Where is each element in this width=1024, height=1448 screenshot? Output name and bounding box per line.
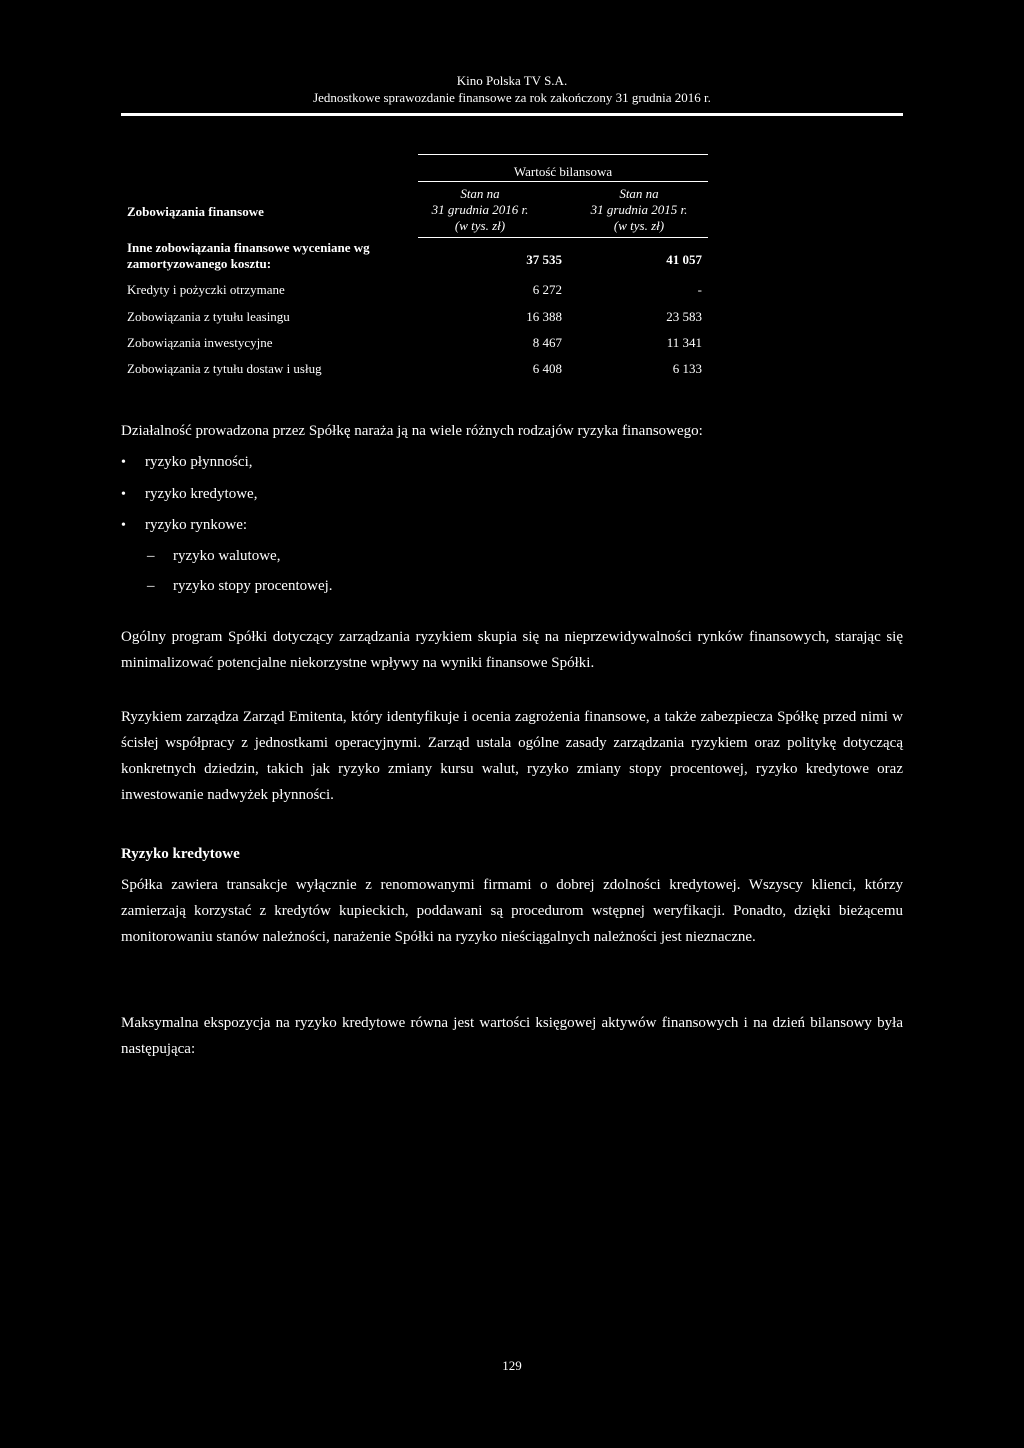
- subtotal-label: Inne zobowiązania finansowe wyceniane wg zamortyzowanego kosztu:: [127, 240, 370, 271]
- list-item: • ryzyko rynkowe:: [121, 515, 247, 536]
- table-main-label: Zobowiązania finansowe: [127, 204, 264, 219]
- table-row-label: Zobowiązania z tytułu dostaw i usług: [127, 361, 322, 376]
- header-divider: [121, 113, 903, 116]
- table-row-label: Kredyty i pożyczki otrzymane: [127, 282, 285, 297]
- table-row-value-2016: 6 408: [532, 361, 562, 376]
- paragraph-credit-risk: Spółka zawiera transakcje wyłącznie z renomowanymi firmami o dobrej zdolności kredytowej. Wszyscy klienci, którzy zamierzają korzystać z kredytów kupieckich, poddawani są procedurom wstępnej weryfikacji. Ponadto, dzięki bieżącemu monitorowaniu stanów należności, narażenie Spółki na ryzyko nieściągalnych należności jest nieznaczne.: [121, 877, 903, 945]
- page-number: 129: [502, 1358, 522, 1373]
- company-name: Kino Polska TV S.A.: [456, 73, 568, 88]
- subtotal-2016: 37 535: [526, 252, 562, 267]
- table-row-label: Zobowiązania inwestycyjne: [127, 335, 273, 350]
- column-header-2015: Stan na 31 grudnia 2015 r. (w tys. zł): [590, 186, 688, 233]
- dash-icon: –: [147, 578, 155, 594]
- table-row-value-2016: 8 467: [532, 335, 562, 350]
- paragraph-max-exposure: Maksymalna ekspozycja na ryzyko kredytowe równa jest wartości księgowej aktywów finansowych i na dzień bilansowy była następująca:: [121, 1015, 903, 1057]
- table-row-value-2016: 6 272: [532, 282, 562, 297]
- paragraph-risk-management: Ryzykiem zarządza Zarząd Emitenta, który identyfikuje i ocenia zagrożenia finansowe, a także zabezpiecza Spółkę przed nimi w ścisłej współpracy z jednostkami operacyjnymi. Zarząd ustala ogólne zasady zarządzania ryzykiem oraz politykę dotyczącą konkretnych dziedzin, takich jak ryzyko zmiany kursu walut, ryzyko zmiany stopy procentowej, ryzyko kredytowe oraz inwestowanie nadwyżek płynności.: [121, 709, 903, 803]
- dash-icon: –: [147, 548, 155, 564]
- table-row-label: Zobowiązania z tytułu leasingu: [127, 309, 290, 324]
- table-row-value-2015: 23 583: [666, 309, 702, 324]
- table-row-value-2015: 6 133: [672, 361, 702, 376]
- table-header-rule: [418, 237, 708, 238]
- list-item: • ryzyko kredytowe,: [121, 484, 257, 505]
- list-item: – ryzyko stopy procentowej.: [147, 578, 333, 594]
- table-group-rule: [418, 181, 708, 182]
- table-top-rule: [418, 154, 708, 155]
- bullet-icon: •: [121, 518, 126, 533]
- table-row-value-2015: 11 341: [666, 335, 702, 350]
- list-item: • ryzyko płynności,: [121, 452, 252, 473]
- table-row-value-2015: -: [697, 282, 702, 297]
- column-header-2016: Stan na 31 grudnia 2016 r. (w tys. zł): [431, 186, 529, 233]
- paragraph-risk-program: Ogólny program Spółki dotyczący zarządzania ryzykiem skupia się na nieprzewidywalności rynków finansowych, starając się minimalizować potencjalne niekorzystne wpływy na wyniki finansowe Spółki.: [121, 629, 903, 671]
- bullet-icon: •: [121, 487, 126, 502]
- subtotal-2015: 41 057: [666, 252, 702, 267]
- risk-intro: Działalność prowadzona przez Spółkę naraża ją na wiele różnych rodzajów ryzyka finansowego:: [121, 423, 703, 439]
- list-item: – ryzyko walutowe,: [147, 548, 281, 564]
- page-header: [0, 72, 1024, 106]
- table-row-value-2016: 16 388: [526, 309, 562, 324]
- table-group-title: Wartość bilansowa: [513, 164, 613, 179]
- bullet-icon: •: [121, 455, 126, 470]
- report-title: Jednostkowe sprawozdanie finansowe za rok zakończony 31 grudnia 2016 r.: [313, 90, 711, 105]
- section-title-credit-risk: Ryzyko kredytowe: [121, 846, 240, 862]
